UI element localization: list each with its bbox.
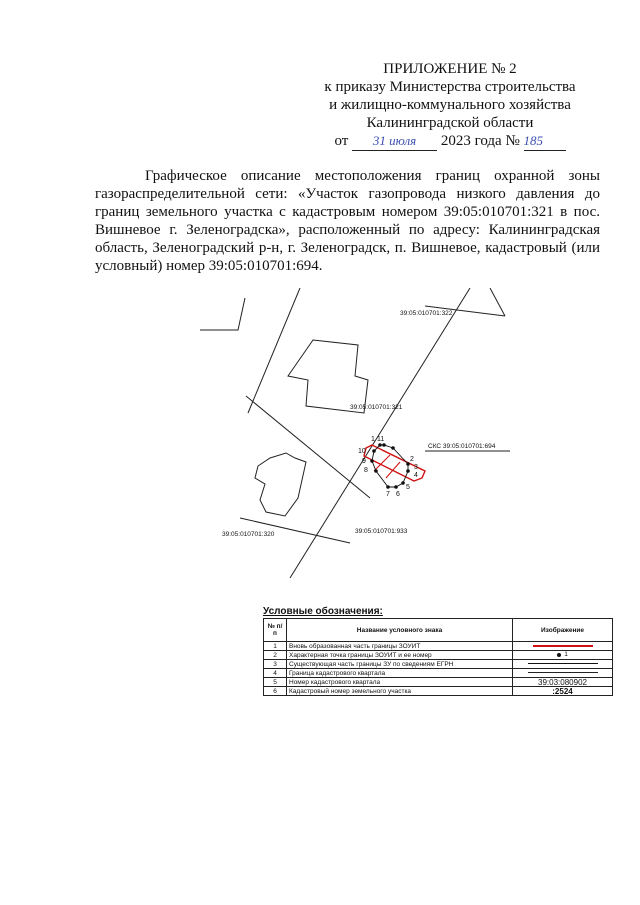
order-line-1: к приказу Министерства строительства [324, 79, 576, 95]
order-line-3: Калининградской области [366, 115, 534, 131]
legend-symbol-red-line [513, 642, 613, 651]
handwritten-number: 185 [524, 132, 566, 151]
legend-header-row [264, 619, 613, 642]
legend-symbol-point: 1 [513, 651, 613, 660]
point-label: 11 [377, 436, 385, 443]
order-line-2: и жилищно-коммунального хозяйства [329, 97, 571, 113]
table-row: 6 Кадастровый номер земельного участка :2524 [264, 687, 613, 696]
legend-col-image: Изображение [513, 619, 613, 642]
table-row: 2 Характерная точка границы ЗОУИТ и ее номер 1 [264, 651, 613, 660]
point-label: 5 [406, 484, 410, 491]
parcel-boundary [490, 288, 505, 316]
table-row: 4 Граница кадастрового квартала [264, 669, 613, 678]
appendix-title: ПРИЛОЖЕНИЕ № 2 [383, 61, 517, 77]
zone-outline [372, 445, 408, 487]
building-outline [288, 340, 368, 413]
point-label: 2 [410, 456, 414, 463]
point-label: 4 [414, 472, 418, 479]
point-label: 9 [362, 458, 366, 465]
building-outline [255, 453, 306, 516]
legend-col-name: Название условного знака [287, 619, 513, 642]
cadastral-map [200, 288, 530, 578]
description-paragraph: Графическое описание местоположения границ охранной зоны газораспределительной сети: «Участок газопровода низкого давления до границ земельного участка с кадастровым номером 39:05:010701:321 в пос. Вишневое г. Зеленоградска», расположенный по адресу: Калининградская область, Зеленоградский р-н, г. Зеленоградск, п. Вишневое, кадастровый (или условный) номер 39:05:010701:694. [95, 168, 600, 274]
table-row: 5 Номер кадастрового квартала 39:03:080902 [264, 678, 613, 687]
description-text [95, 167, 600, 275]
point-label: 6 [396, 491, 400, 498]
cks-label: СКС 39:05:010701:694 [428, 443, 496, 450]
legend [263, 606, 613, 696]
dot-icon [557, 653, 561, 657]
parcel-number-933: 39:05:010701:933 [355, 528, 408, 535]
pipeline-line [386, 462, 400, 478]
table-row: 3 Существующая часть границы ЗУ по сведениям ЕГРН [264, 660, 613, 669]
point-label: 7 [386, 491, 390, 498]
parcel-number-322: 39:05:010701:322 [400, 310, 453, 317]
order-date-line [300, 132, 600, 151]
legend-symbol-quarter-number: 39:03:080902 [513, 678, 613, 687]
parcel-number-320: 39:05:010701:320 [222, 531, 275, 538]
legend-col-num: № п/п [264, 619, 287, 642]
parcel-number-321: 39:05:010701:321 [350, 404, 403, 411]
handwritten-date: 31 июля [352, 132, 437, 151]
date-prefix: от [334, 133, 349, 149]
legend-symbol-black-line [513, 660, 613, 669]
legend-symbol-quarter-line [513, 669, 613, 678]
point-label: 3 [414, 464, 418, 471]
point-label: 1 [371, 436, 375, 443]
point-label: 10 [358, 448, 366, 455]
legend-table [263, 618, 613, 696]
legend-symbol-parcel-number: :2524 [513, 687, 613, 696]
table-row: 1 Вновь образованная часть границы ЗОУИТ [264, 642, 613, 651]
year-text: 2023 года № [440, 133, 520, 149]
legend-title: Условные обозначения: [263, 606, 383, 617]
document-header [300, 60, 600, 151]
point-label: 8 [364, 467, 368, 474]
parcel-boundary [200, 298, 245, 330]
pipeline-line [374, 455, 390, 471]
parcel-boundary [248, 288, 300, 413]
